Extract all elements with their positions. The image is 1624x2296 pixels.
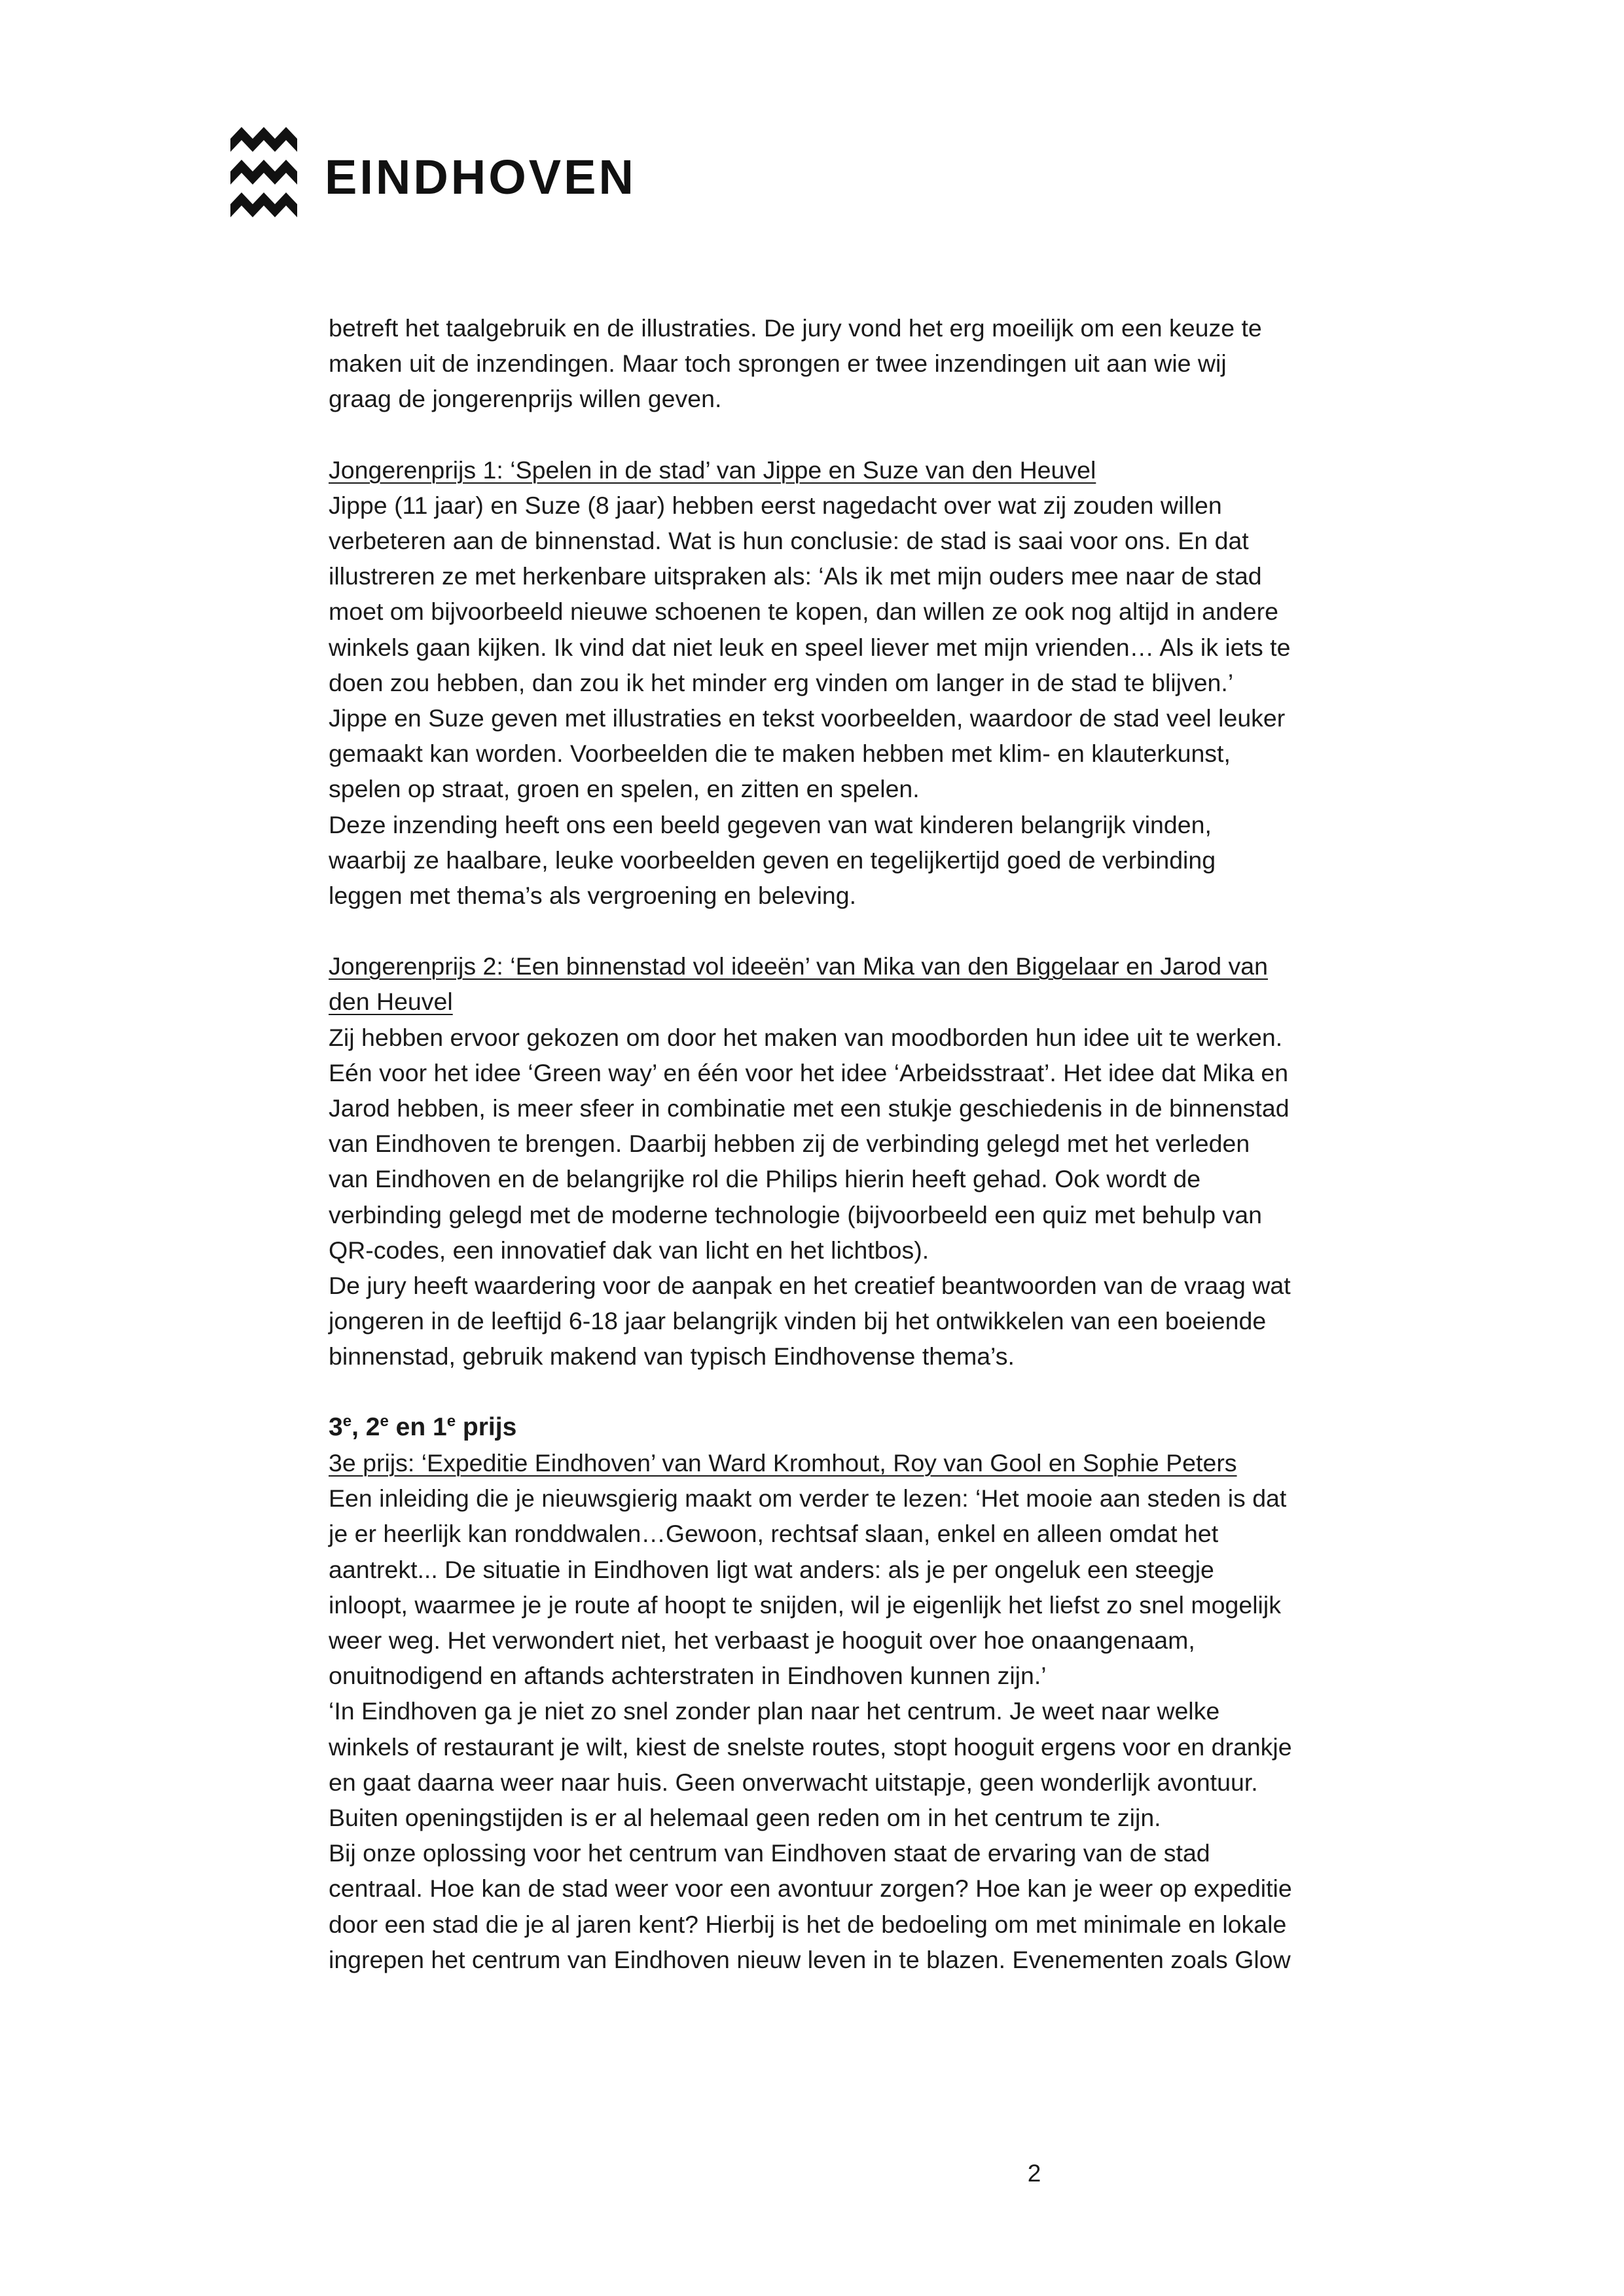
text-line: van Eindhoven en de belangrijke rol die Philips hierin heeft gehad. Ook wordt de <box>329 1165 1201 1193</box>
text-line: inloopt, waarmee je je route af hoopt te snijden, wil je eigenlijk het liefst zo snel mogelijk <box>329 1590 1281 1619</box>
prize2-title-continued: den Heuvel <box>329 988 453 1016</box>
text-line: Deze inzending heeft ons een beeld gegeven van wat kinderen belangrijk vinden, <box>329 810 1212 838</box>
text-line: Jippe en Suze geven met illustraties en tekst voorbeelden, waardoor de stad veel leuker <box>329 704 1286 732</box>
text-line: door een stad die je al jaren kent? Hierbij is het de bedoeling om met minimale en lokale <box>329 1910 1287 1938</box>
prize2-title: Jongerenprijs 2: ‘Een binnenstad vol ideeën’ van Mika van den Biggelaar en Jarod van <box>329 952 1268 980</box>
text-line: Jippe (11 jaar) en Suze (8 jaar) hebben eerst nagedacht over wat zij zouden willen <box>329 491 1222 519</box>
text-line: graag de jongerenprijs willen geven. <box>329 385 722 413</box>
text-line: weer weg. Het verwondert niet, het verbaast je hooguit over hoe onaangenaam, <box>329 1626 1195 1654</box>
text-line: en gaat daarna weer naar huis. Geen onverwacht uitstapje, geen wonderlijk avontuur. <box>329 1768 1258 1796</box>
text-line: De jury heeft waardering voor de aanpak en het creatief beantwoorden van de vraag wat <box>329 1272 1291 1300</box>
text-line: Eén voor het idee ‘Green way’ en één voor het idee ‘Arbeidsstraat’. Het idee dat Mika en <box>329 1058 1289 1086</box>
text-line: maken uit de inzendingen. Maar toch sprongen er twee inzendingen uit aan wie wij <box>329 350 1227 378</box>
text-line: binnenstad, gebruik makend van typisch Eindhovense thema’s. <box>329 1342 1015 1371</box>
text-line: doen zou hebben, dan zou ik het minder erg vinden om langer in de stad te blijven.’ <box>329 668 1234 696</box>
text-line: spelen op straat, groen en spelen, en zitten en spelen. <box>329 775 920 803</box>
text-line: ‘In Eindhoven ga je niet zo snel zonder plan naar het centrum. Je weet naar welke <box>329 1697 1220 1725</box>
text-line: Bij onze oplossing voor het centrum van Eindhoven staat de ervaring van de stad <box>329 1839 1210 1867</box>
text-line: betreft het taalgebruik en de illustraties. De jury vond het erg moeilijk om een keuze te <box>329 314 1262 342</box>
prize1-title: Jongerenprijs 1: ‘Spelen in de stad’ van Jippe en Suze van den Heuvel <box>329 456 1096 484</box>
text-line: Een inleiding die je nieuwsgierig maakt om verder te lezen: ‘Het mooie aan steden is dat <box>329 1484 1287 1513</box>
eindhoven-wave-logo-icon <box>230 124 297 229</box>
text-line: moet om bijvoorbeeld nieuwe schoenen te kopen, dan willen ze ook nog altijd in andere <box>329 598 1278 626</box>
text-line: centraal. Hoe kan de stad weer voor een avontuur zorgen? Hoe kan je weer op expeditie <box>329 1874 1292 1903</box>
text-line: Buiten openingstijden is er al helemaal geen reden om in het centrum te zijn. <box>329 1803 1161 1831</box>
text-line: gemaakt kan worden. Voorbeelden die te maken hebben met klim- en klauterkunst, <box>329 740 1231 768</box>
text-line: winkels gaan kijken. Ik vind dat niet leuk en speel liever met mijn vrienden… Als ik iets te <box>329 633 1291 661</box>
text-line: aantrekt... De situatie in Eindhoven ligt wat anders: als je per ongeluk een steegje <box>329 1555 1214 1583</box>
text-line: waarbij ze haalbare, leuke voorbeelden geven en tegelijkertijd goed de verbinding <box>329 846 1216 874</box>
text-line: winkels of restaurant je wilt, kiest de snelste routes, stopt hooguit ergens voor en drankje <box>329 1732 1292 1761</box>
text-line: onuitnodigend en aftands achterstraten in Eindhoven kunnen zijn.’ <box>329 1662 1047 1690</box>
text-line: Jarod hebben, is meer sfeer in combinatie met een stukje geschiedenis in de binnenstad <box>329 1094 1290 1122</box>
text-line: ingrepen het centrum van Eindhoven nieuw leven in te blazen. Evenementen zoals Glow <box>329 1945 1291 1973</box>
text-line: verbinding gelegd met de moderne technologie (bijvoorbeeld een quiz met behulp van <box>329 1200 1262 1229</box>
text-line: illustreren ze met herkenbare uitspraken als: ‘Als ik met mijn ouders mee naar de stad <box>329 562 1262 590</box>
text-line: leggen met thema’s als vergroening en beleving. <box>329 882 857 910</box>
text-line: je er heerlijk kan ronddwalen…Gewoon, rechtsaf slaan, enkel en alleen omdat het <box>329 1520 1219 1548</box>
text-line: Zij hebben ervoor gekozen om door het maken van moodborden hun idee uit te werken. <box>329 1023 1283 1051</box>
prize3-title: 3e prijs: ‘Expeditie Eindhoven’ van Ward Kromhout, Roy van Gool en Sophie Peters <box>329 1448 1237 1477</box>
text-line: QR-codes, een innovatief dak van licht en het lichtbos). <box>329 1236 929 1264</box>
page-number: 2 <box>1027 2160 1041 2187</box>
brand-name: EINDHOVEN <box>325 149 636 204</box>
text-line: verbeteren aan de binnenstad. Wat is hun conclusie: de stad is saai voor ons. En dat <box>329 527 1249 555</box>
document-body <box>329 310 1310 1977</box>
text-line: van Eindhoven te brengen. Daarbij hebben zij de verbinding gelegd met het verleden <box>329 1130 1250 1158</box>
brand-logo <box>230 124 636 229</box>
prizes-heading: 3e, 2e en 1e prijs <box>329 1412 517 1441</box>
text-line: jongeren in de leeftijd 6-18 jaar belangrijk vinden bij het ontwikkelen van een boeiende <box>329 1307 1267 1335</box>
